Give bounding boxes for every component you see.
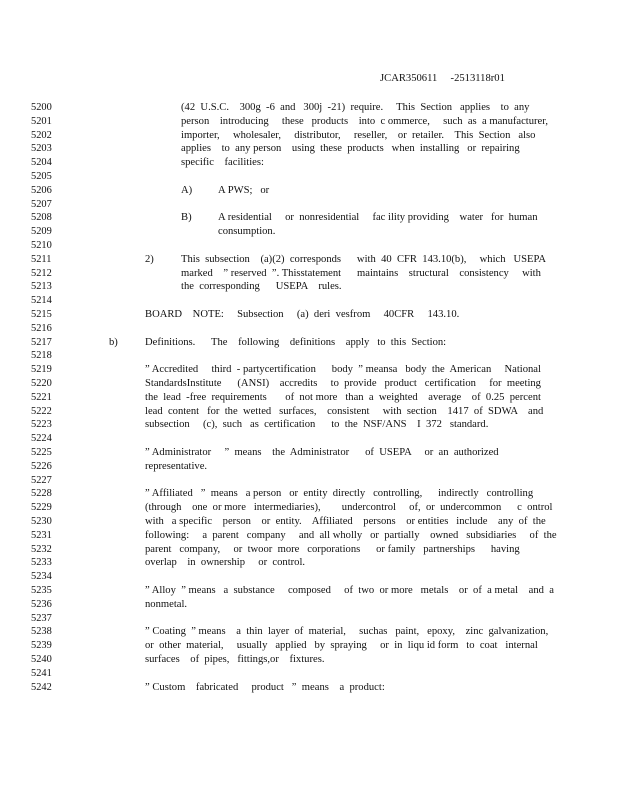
line-number: 5219 — [31, 364, 52, 376]
line-number: 5240 — [31, 654, 52, 665]
line-number: 5238 — [31, 626, 52, 638]
document-line — [0, 350, 618, 364]
document-line — [0, 281, 618, 295]
line-text: representative. — [145, 460, 208, 472]
line-number: 5217 — [31, 336, 52, 348]
document-line — [0, 461, 618, 475]
line-text: specific facilities: — [181, 157, 264, 169]
line-number: 5206 — [31, 184, 52, 196]
line-number: 5235 — [31, 585, 52, 596]
document-line — [0, 157, 618, 171]
line-number: 5232 — [31, 543, 52, 555]
line-number: 5210 — [31, 240, 52, 251]
line-number: 5215 — [31, 309, 52, 320]
line-number: 5241 — [31, 667, 52, 679]
line-number: 5200 — [31, 102, 52, 113]
line-text: marked ” reserved ”. Thisstatement maintains structural consistency with — [181, 267, 541, 279]
document-line — [0, 378, 618, 392]
document-line — [0, 668, 618, 682]
document-line — [0, 212, 618, 226]
line-number: 5209 — [31, 226, 52, 238]
line-number: 5242 — [31, 681, 52, 693]
document-line — [0, 544, 618, 558]
line-text: ” Coating ” means a thin layer of material, suchas paint, epoxy, zinc galvanization, — [145, 626, 549, 638]
line-number: 5218 — [31, 350, 52, 362]
line-text: overlap in ownership or control. — [145, 557, 306, 569]
line-text: A residential or nonresidential fac ility providing water for human — [218, 212, 538, 224]
line-text: ” Affiliated ” means a person or entity directly controlling, indirectly controlling — [145, 488, 534, 500]
line-text: BOARD NOTE: Subsection (a) deri vesfrom 40CFR 143.10. — [145, 309, 460, 320]
line-number: 5231 — [31, 529, 52, 541]
line-number: 5227 — [31, 474, 52, 486]
document-line — [0, 143, 618, 157]
line-text: ” Custom fabricated product ” means a product: — [145, 681, 385, 693]
line-number: 5204 — [31, 157, 52, 169]
line-number: 5201 — [31, 115, 52, 127]
line-text: ” Alloy ” means a substance composed of two or more metals or of a metal and a — [145, 585, 554, 596]
line-number: 5208 — [31, 212, 52, 224]
line-number: 5222 — [31, 405, 52, 417]
line-number: 5228 — [31, 488, 52, 500]
line-text: (through one or more intermediaries), undercontrol of, or undercommon c ontrol — [145, 502, 553, 514]
document-id-header: JCAR350611 -2513118r01 — [380, 73, 505, 84]
document-line — [0, 323, 618, 337]
line-number: 5220 — [31, 378, 52, 389]
line-text: B) — [181, 212, 192, 224]
line-number: 5223 — [31, 419, 52, 431]
line-number: 5212 — [31, 267, 52, 279]
document-line — [0, 516, 618, 530]
document-line — [0, 599, 618, 613]
document-line — [0, 475, 618, 489]
line-number: 5239 — [31, 640, 52, 652]
document-line — [0, 185, 618, 199]
line-text: This subsection (a)(2) corresponds with 40 CFR 143.10(b), which USEPA — [181, 253, 547, 265]
document-line — [0, 585, 618, 599]
line-number: 5216 — [31, 322, 52, 334]
document-line — [0, 447, 618, 461]
line-number: 5226 — [31, 460, 52, 472]
line-text: StandardsInstitute (ANSI) accredits to provide product certification for meeting — [145, 378, 541, 389]
line-text: subsection (c), such as certification to the NSF/ANS I 372 standard. — [145, 419, 489, 431]
document-line — [0, 626, 618, 640]
line-number: 5237 — [31, 612, 52, 624]
document-line — [0, 392, 618, 406]
document-line — [0, 502, 618, 516]
document-line — [0, 309, 618, 323]
document-line — [0, 254, 618, 268]
document-line — [0, 102, 618, 116]
line-number: 5234 — [31, 571, 52, 583]
document-line — [0, 240, 618, 254]
line-text: applies to any person using these products when installing or repairing — [181, 143, 520, 155]
line-text: person introducing these products into c ommerce, such as a manufacturer, — [181, 115, 549, 127]
document-line — [0, 337, 618, 351]
document-line — [0, 268, 618, 282]
line-text: nonmetal. — [145, 598, 188, 610]
line-text: surfaces of pipes, fittings,or fixtures. — [145, 654, 325, 665]
line-text: parent company, or twoor more corporations or family partnerships having — [145, 543, 520, 555]
line-number: 5225 — [31, 447, 52, 458]
line-number: 5224 — [31, 433, 52, 445]
line-text: with a specific person or entity. Affiliated persons or entities include any of the — [145, 516, 546, 527]
line-number: 5202 — [31, 129, 52, 141]
line-text: (42 U.S.C. 300g -6 and 300j -21) require. This Section applies to any — [181, 102, 530, 113]
line-number: 5211 — [31, 253, 52, 265]
line-number: 5233 — [31, 557, 52, 569]
document-line — [0, 654, 618, 668]
line-number: 5236 — [31, 598, 52, 610]
document-line — [0, 640, 618, 654]
line-number: 5214 — [31, 295, 52, 307]
line-text: the lead -free requirements of not more than a weighted average of 0.25 percent — [145, 391, 541, 403]
document-line — [0, 199, 618, 213]
document-line — [0, 130, 618, 144]
line-text: b) — [109, 336, 118, 348]
line-number: 5203 — [31, 143, 52, 155]
document-line — [0, 682, 618, 696]
line-number: 5207 — [31, 198, 52, 210]
document-line — [0, 433, 618, 447]
document-line — [0, 488, 618, 502]
line-text: the corresponding USEPA rules. — [181, 281, 342, 293]
document-line — [0, 116, 618, 130]
document-line — [0, 295, 618, 309]
line-number: 5205 — [31, 171, 52, 182]
document-line — [0, 530, 618, 544]
line-text: A) — [181, 184, 193, 196]
line-number: 5230 — [31, 516, 52, 527]
document-line — [0, 171, 618, 185]
line-text: Definitions. The following definitions apply to this Section: — [145, 336, 447, 348]
line-number: 5229 — [31, 502, 52, 514]
document-line — [0, 226, 618, 240]
document-line — [0, 419, 618, 433]
line-text: ” Administrator ” means the Administrator of USEPA or an authorized — [145, 447, 499, 458]
document-line — [0, 571, 618, 585]
line-text: following: a parent company and all wholly or partially owned subsidiaries of the — [145, 529, 557, 541]
line-text: lead content for the wetted surfaces, consistent with section 1417 of SDWA and — [145, 405, 544, 417]
line-number: 5213 — [31, 281, 52, 293]
document-line — [0, 364, 618, 378]
line-text: A PWS; or — [218, 184, 270, 196]
line-text: importer, wholesaler, distributor, reseller, or retailer. This Section also — [181, 129, 536, 141]
line-text: 2) — [145, 253, 154, 265]
line-text: ” Accredited third - partycertification body ” meansa body the American National — [145, 364, 541, 376]
line-number: 5221 — [31, 391, 52, 403]
line-text: or other material, usually applied by spraying or in liqu id form to coat internal — [145, 640, 538, 652]
document-line — [0, 557, 618, 571]
document-line — [0, 613, 618, 627]
document-line — [0, 406, 618, 420]
line-text: consumption. — [218, 226, 276, 238]
